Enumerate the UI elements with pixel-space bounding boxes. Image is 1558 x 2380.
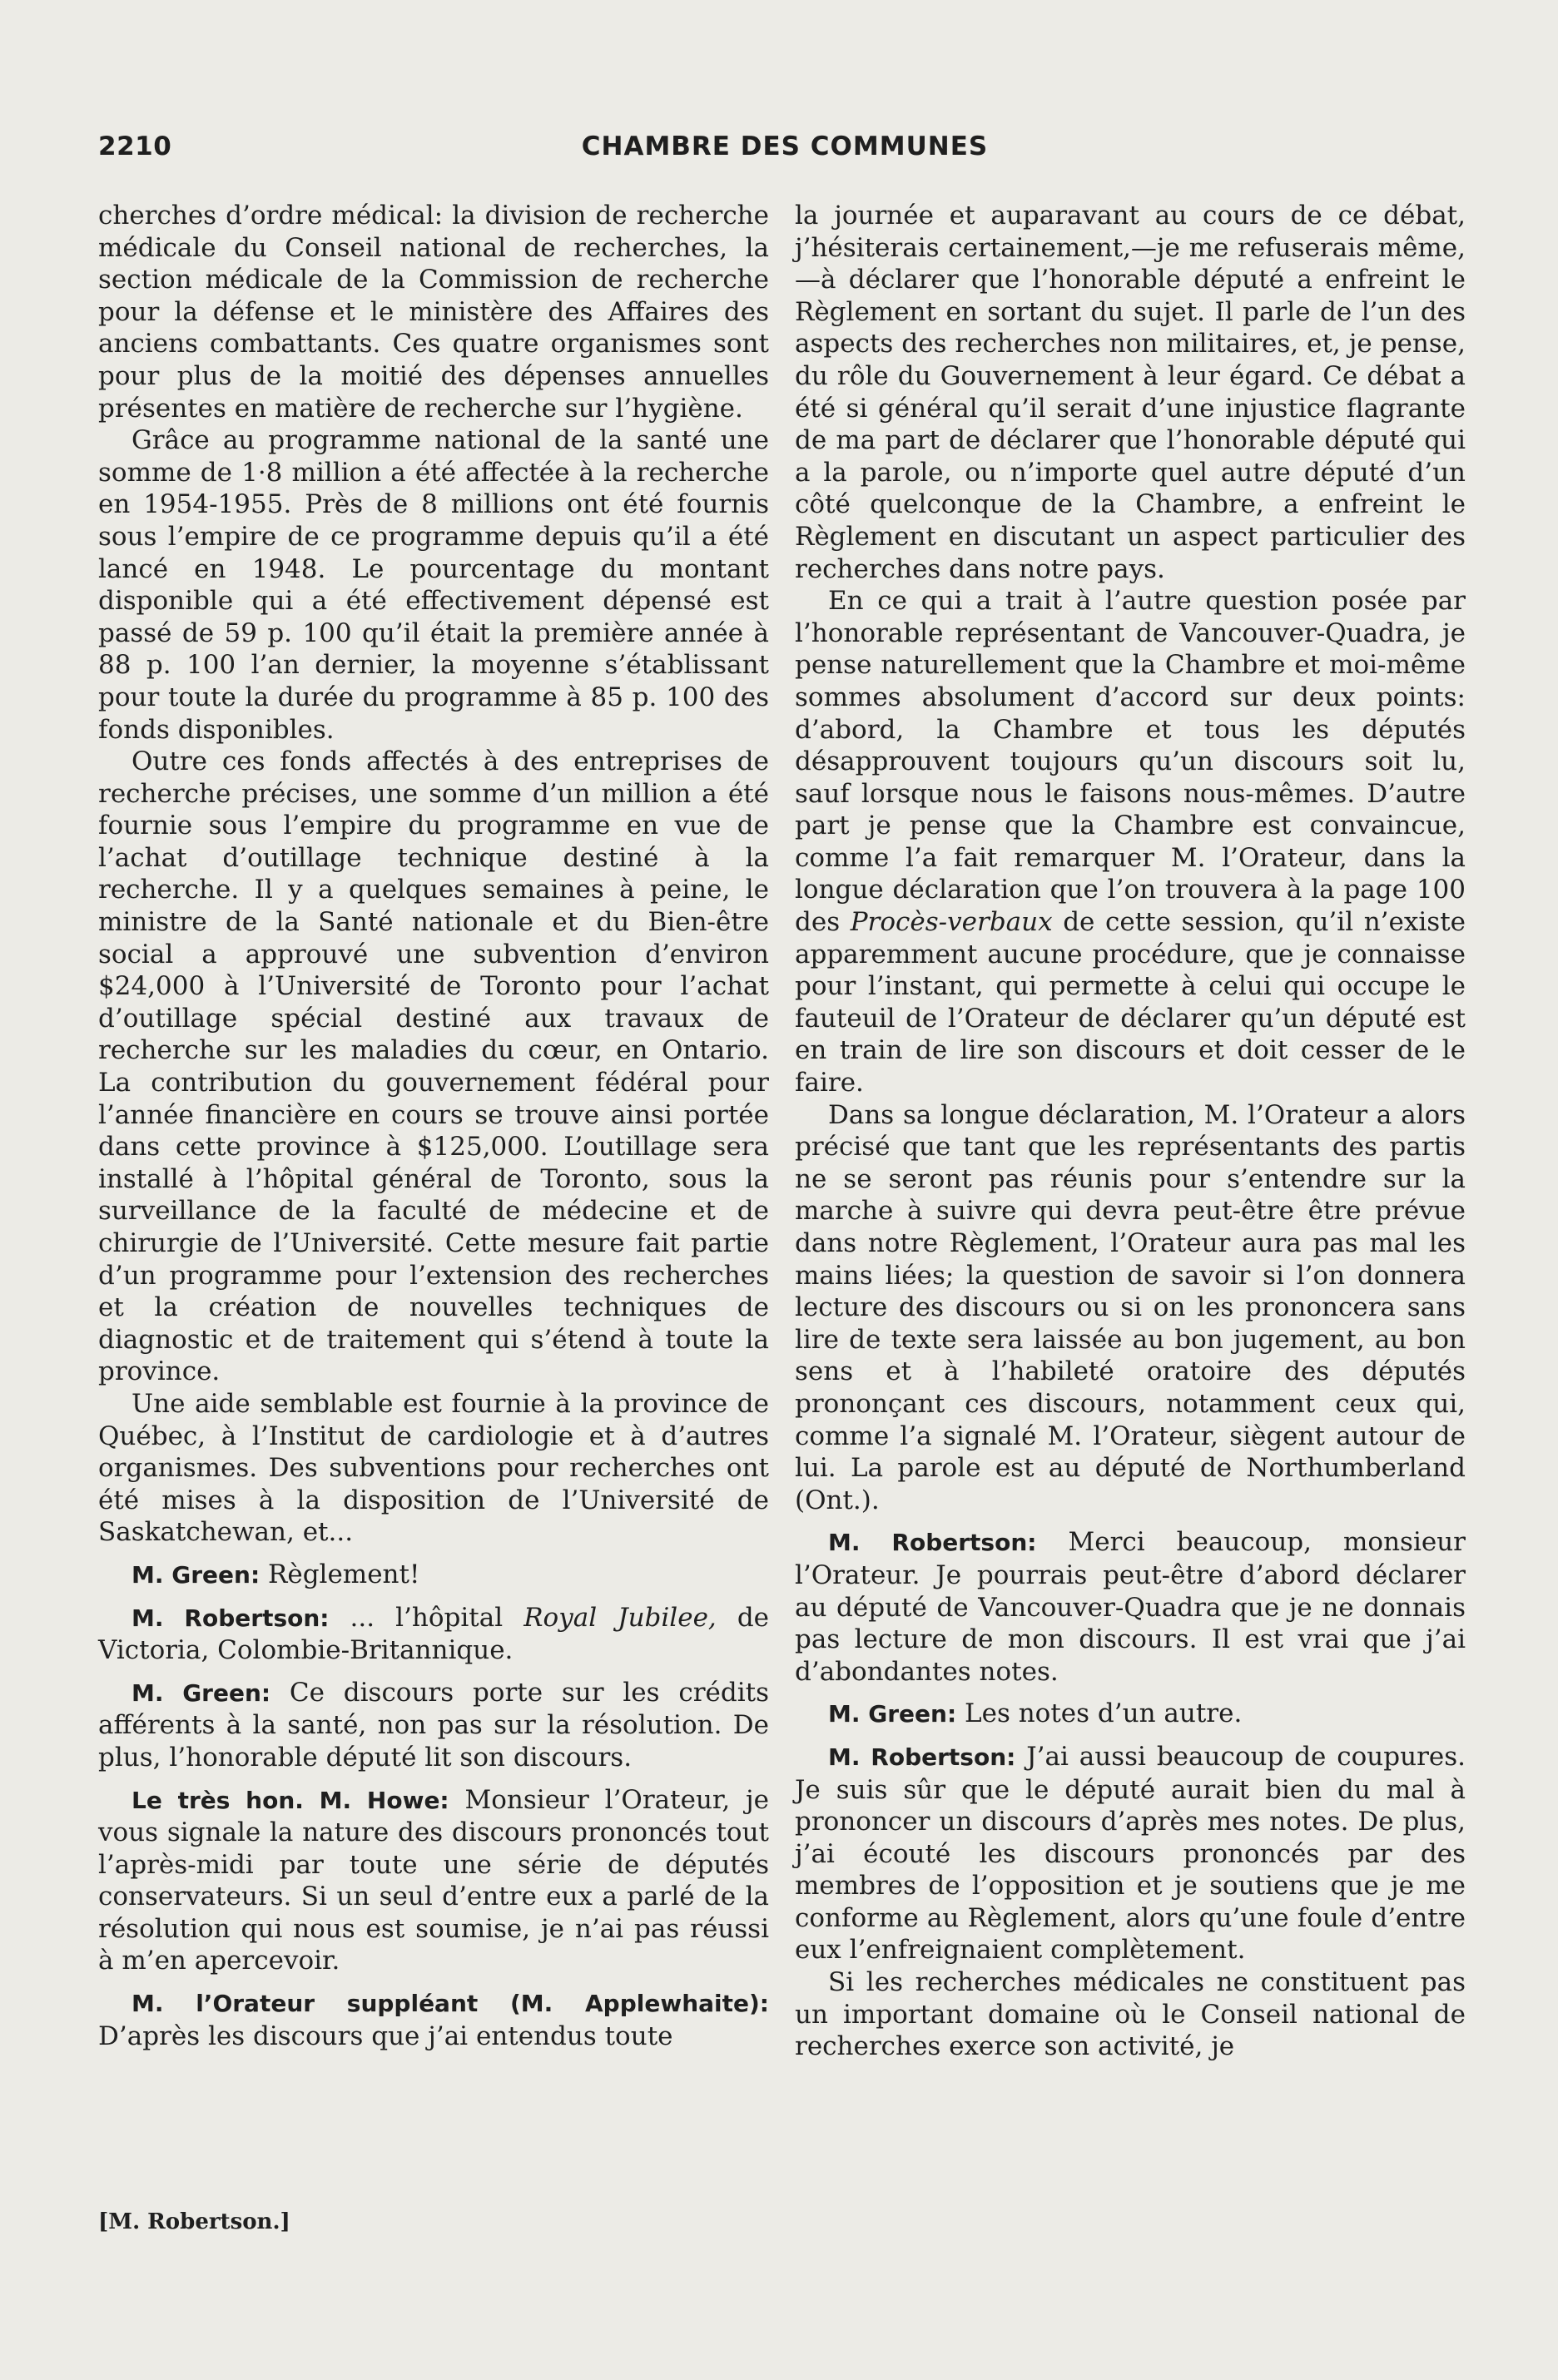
speaker-name: Le très hon. M. Howe: <box>131 1786 449 1814</box>
paragraph: cherches d’ordre médical: la division de recherche médicale du Conseil national de recherches, la section médicale de la Commission de recherche pour la défense et le ministère des Affaires des anciens combattants. Ces quatre organismes sont pour plus de la moitié des dépenses annuelles présentes en matière de recherche sur l’hygiène. <box>98 201 769 424</box>
paragraph: Si les recherches médicales ne constituent pas un important domaine où le Conseil national de recherches exerce son activité, je <box>795 1967 1466 2062</box>
speech-text: Ce discours porte sur les crédits afférents à la santé, non pas sur la résolution. De plus, l’honorable député lit son discours. <box>98 1677 770 1773</box>
speech-green-3 <box>795 1698 1466 1731</box>
paragraph-text: de cette session, qu’il n’existe apparemment aucune procédure, que je connaisse pour l’instant, qui permette à celui qui occupe le fauteuil de l’Orateur de déclarer qu’un député est en train de lire son discours et doit cesser de le faire. <box>795 907 1466 1098</box>
left-column <box>98 200 769 2052</box>
speech-green-2 <box>98 1677 769 1774</box>
speech-green-1 <box>98 1559 769 1592</box>
italic-text: Royal Jubilee, <box>523 1602 717 1633</box>
speaker-name: M. Robertson: <box>828 1743 1016 1771</box>
speaker-name: M. l’Orateur suppléant (M. Applewhaite): <box>131 1990 769 2018</box>
speech-text: de Victoria, Colombie-Britannique. <box>98 1602 770 1666</box>
paragraph-text: En ce qui a trait à l’autre question posée par l’honorable représentant de Vancouver-Quadra, je pense naturellement que la Chambre et moi-même sommes absolument d’accord sur deux points: d’abord, la Chambre et tous les députés désapprouvent toujours qu’un discours soit lu, sauf lorsque nous le faisons nous-mêmes. D’autre part je pense que la Chambre est convaincue, comme l’a fait remarquer M. l’Orateur, dans la longue déclaration que l’on trouvera à la page 100 des <box>795 586 1466 938</box>
page-number: 2210 <box>98 131 172 161</box>
speech-text: Merci beaucoup, monsieur l’Orateur. Je pourrais peut-être d’abord déclarer au député de Vancouver-Quadra que je ne donnais pas lecture de mon discours. Il est vrai que j’ai d’abondantes notes. <box>795 1527 1466 1687</box>
speaker-name: M. Robertson: <box>131 1604 330 1632</box>
paragraph: Outre ces fonds affectés à des entreprises de recherche précises, une somme d’un million a été fournie sous l’empire du programme en vue de l’achat d’outillage technique destiné à la recherche. Il y a quelques semaines à peine, le ministre de la Santé nationale et du Bien-être social a approuvé une subvention d’environ $24,000 à l’Université de Toronto pour l’achat d’outillage spécial destiné aux travaux de recherche sur les maladies du cœur, en Ontario. La contribution du gouvernement fédéral pour l’année financière en cours se trouve ainsi portée dans cette province à $125,000. L’outillage sera installé à l’hôpital général de Toronto, sous la surveillance de la faculté de médecine et de chirurgie de l’Université. Cette mesure fait partie d’un programme pour l’extension des recherches et la création de nouvelles techniques de diagnostic et de traitement qui s’étend à toute la province. <box>98 746 769 1387</box>
speaker-name: M. Green: <box>131 1560 260 1589</box>
paragraph <box>795 585 1466 1099</box>
footer-speaker-tag: [M. Robertson.] <box>98 2209 290 2234</box>
speech-howe <box>98 1784 769 1978</box>
speech-text: J’ai aussi beaucoup de coupures. Je suis sûr que le député aurait bien du mal à prononcer un discours d’après mes notes. De plus, j’ai écouté les discours prononcés par des membres de l’opposition et je soutiens que je me conforme au Règlement, alors qu’une foule d’entre eux l’enfreignaient complètement. <box>795 1741 1466 1966</box>
speech-text: ... l’hôpital <box>329 1602 524 1633</box>
speaker-name: M. Green: <box>828 1700 957 1728</box>
speech-text: Les notes d’un autre. <box>956 1698 1243 1729</box>
speaker-name: M. Robertson: <box>828 1529 1037 1557</box>
page-header <box>98 131 1471 168</box>
right-column <box>795 200 1466 2063</box>
speech-text: D’après les discours que j’ai entendus toute <box>98 2021 673 2051</box>
speech-deputy-speaker <box>98 1987 769 2052</box>
running-head-title: CHAMBRE DES COMMUNES <box>581 131 989 161</box>
speech-robertson-1 <box>98 1602 769 1667</box>
speech-text: Monsieur l’Orateur, je vous signale la nature des discours prononcés tout l’après-midi par toute une série de députés conservateurs. Si un seul d’entre eux a parlé de la résolution qui nous est soumise, je n’ai pas réussi à m’en apercevoir. <box>98 1784 769 1976</box>
speech-robertson-2 <box>795 1526 1466 1688</box>
speech-text: Règlement! <box>260 1559 420 1589</box>
italic-text: Procès-verbaux <box>850 907 1053 938</box>
paragraph: Une aide semblable est fournie à la province de Québec, à l’Institut de cardiologie et à d’autres organismes. Des subventions pour recherches ont été mises à la disposition de l’Université de Saskatchewan, et... <box>98 1388 769 1548</box>
speech-robertson-3 <box>795 1741 1466 1966</box>
paragraph: Grâce au programme national de la santé une somme de 1·8 million a été affectée à la recherche en 1954-1955. Près de 8 millions ont été fournis sous l’empire de ce programme depuis qu’il a été lancé en 1948. Le pourcentage du montant disponible qui a été effectivement dépensé est passé de 59 p. 100 qu’il était la première année à 88 p. 100 l’an dernier, la moyenne s’établissant pour toute la durée du programme à 85 p. 100 des fonds disponibles. <box>98 425 769 745</box>
paragraph: la journée et auparavant au cours de ce débat, j’hésiterais certainement,—je me refuserais même,—à déclarer que l’honorable député a enfreint le Règlement en sortant du sujet. Il parle de l’un des aspects des recherches non militaires, et, je pense, du rôle du Gouvernement à leur égard. Ce débat a été si général qu’il serait d’une injustice flagrante de ma part de déclarer que l’honorable député qui a la parole, ou n’importe quel autre député d’un côté quelconque de la Chambre, a enfreint le Règlement en discutant un aspect particulier des recherches dans notre pays. <box>795 201 1466 584</box>
speaker-name: M. Green: <box>131 1678 271 1707</box>
paragraph: Dans sa longue déclaration, M. l’Orateur a alors précisé que tant que les représentants des partis ne se seront pas réunis pour s’entendre sur la marche à suivre qui devra peut-être être prévue dans notre Règlement, l’Orateur aura pas mal les mains liées; la question de savoir si l’on donnera lecture des discours ou si on les prononcera sans lire de texte sera laissée au bon jugement, au bon sens et à l’habileté oratoire des députés prononçant ces discours, notamment ceux qui, comme l’a signalé M. l’Orateur, siègent autour de lui. La parole est au député de Northumberland (Ont.). <box>795 1099 1466 1515</box>
